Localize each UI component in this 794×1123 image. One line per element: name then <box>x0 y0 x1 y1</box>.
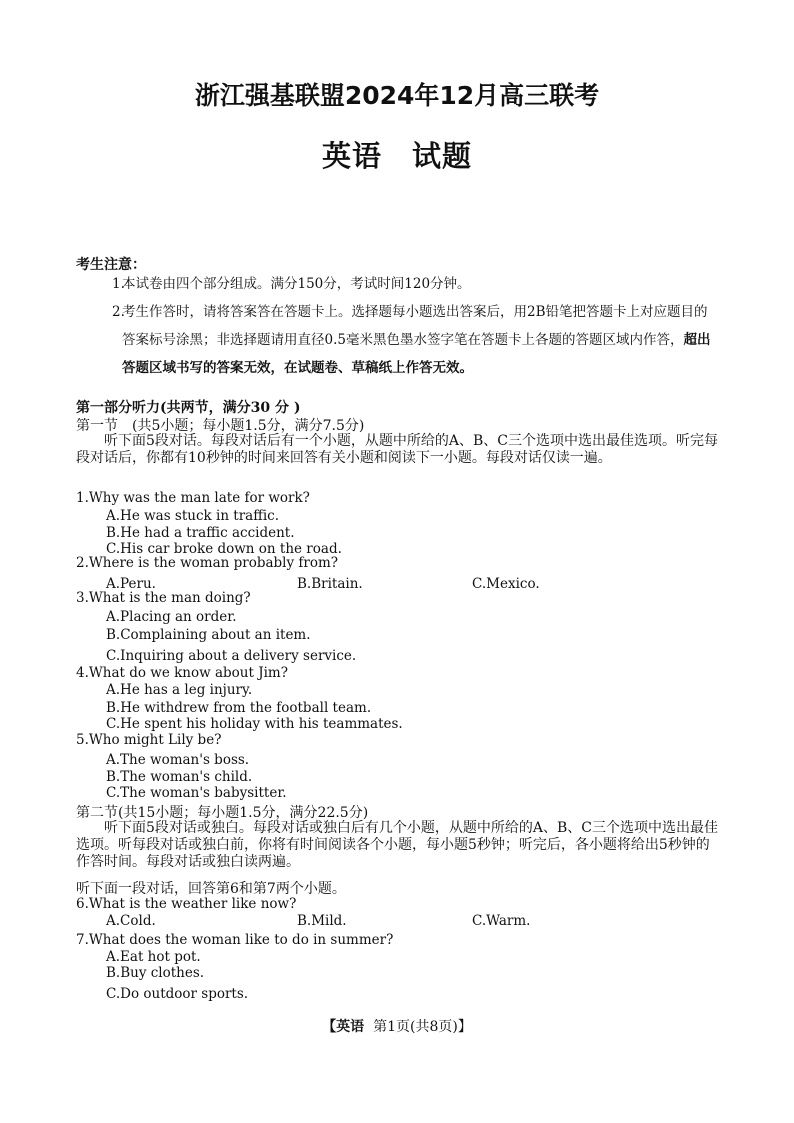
notice-item-number: 1. <box>112 276 125 292</box>
notice-item <box>112 270 718 298</box>
question-5: 5.Who might Lily be? <box>76 732 222 748</box>
notice-item-text-normal: 考生作答时，请将答案答在答题卡上。选择题每小题选出答案后，用2B铅笔把答题卡上对应题目的答案标号涂黑；非选择题请用直径0.5毫米黑色墨水签字笔在答题卡上各题的答题区域内作答， <box>122 304 708 348</box>
option-3b: B.Complaining about an item. <box>106 627 311 643</box>
exam-subtitle: 英语 试题 <box>321 139 472 173</box>
option-7a: A.Eat hot pot. <box>106 949 201 965</box>
notice-item-text: 本试卷由四个部分组成。满分150分，考试时间120分钟。 <box>122 276 471 292</box>
option-2b: B.Britain. <box>297 576 363 592</box>
section2-heading: 第二节(共15小题；每小题1.5分，满分22.5分) <box>76 805 369 821</box>
option-7b: B.Buy clothes. <box>106 965 205 981</box>
exam-title: 浙江强基联盟2024年12月高三联考 <box>194 81 600 110</box>
option-4b: B.He withdrew from the football team. <box>106 700 372 716</box>
question-1: 1.Why was the man late for work? <box>76 490 310 506</box>
option-2a: A.Peru. <box>106 576 156 592</box>
option-1b: B.He had a traffic accident. <box>106 525 295 541</box>
option-1c: C.His car broke down on the road. <box>106 541 342 557</box>
option-5a: A.The woman's boss. <box>106 752 250 768</box>
footer-page: 第1页(共8页)】 <box>373 1019 472 1035</box>
option-2c: C.Mexico. <box>472 576 540 592</box>
notice-item <box>112 298 718 382</box>
question-2: 2.Where is the woman probably from? <box>76 555 339 571</box>
notice-item-number: 2. <box>112 304 125 320</box>
question-4: 4.What do we know about Jim? <box>76 665 288 681</box>
option-6b: B.Mild. <box>297 913 347 929</box>
option-1a: A.He was stuck in traffic. <box>106 508 279 524</box>
section2-instruction: 听下面5段对话或独白。每段对话或独白后有几个小题，从题中所给的A、B、C三个选项中选出最佳选项。听每段对话或独白前，你将有时间阅读各个小题，每小题5秒钟；听完后，各小题将给出5秒钟的作答时间。每段对话或独白读两遍。 <box>76 820 719 870</box>
option-6c: C.Warm. <box>472 913 531 929</box>
page-footer <box>0 1016 794 1036</box>
option-3c: C.Inquiring about a delivery service. <box>106 648 357 664</box>
question-3: 3.What is the man doing? <box>76 590 251 606</box>
notice-item-text <box>112 298 718 382</box>
footer-subject: 【英语 <box>322 1019 365 1035</box>
option-6a: A.Cold. <box>106 913 156 929</box>
question-6: 6.What is the weather like now? <box>76 896 297 912</box>
notice-heading: 考生注意： <box>76 257 146 273</box>
section1-instruction: 听下面5段对话。每段对话后有一个小题，从题中所给的A、B、C三个选项中选出最佳选项。听完每段对话后，你都有10秒钟的时间来回答有关小题和阅读下一小题。每段对话仅读一遍。 <box>76 433 719 466</box>
section2-subinstruction: 听下面一段对话，回答第6和第7两个小题。 <box>76 881 346 897</box>
section1-heading: 第一节 (共5小题；每小题1.5分，满分7.5分) <box>76 418 365 434</box>
part1-heading: 第一部分听力(共两节，满分30 分 ) <box>76 400 301 416</box>
option-5c: C.The woman's babysitter. <box>106 785 287 801</box>
option-5b: B.The woman's child. <box>106 769 253 785</box>
option-4a: A.He has a leg injury. <box>106 682 253 698</box>
option-7c: C.Do outdoor sports. <box>106 986 249 1002</box>
notice-item-text-bold: 超出答题区域书写的答案无效，在试题卷、草稿纸上作答无效。 <box>122 332 711 376</box>
option-3a: A.Placing an order. <box>106 609 237 625</box>
question-7: 7.What does the woman like to do in summer? <box>76 932 394 948</box>
option-4c: C.He spent his holiday with his teammates. <box>106 716 403 732</box>
